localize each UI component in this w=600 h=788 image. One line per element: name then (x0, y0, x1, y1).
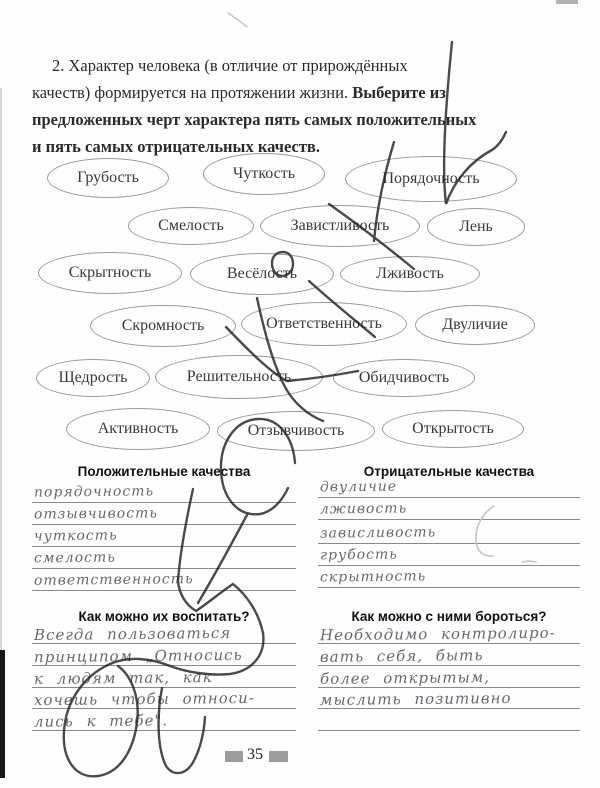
ruled-line (32, 568, 296, 569)
positive-qualities-header: Положительные качества (77, 464, 251, 479)
ruled-line (32, 502, 296, 503)
handwritten-entry: чуткость (33, 527, 118, 545)
handwritten-entry: отзывчивость (33, 505, 159, 523)
handwritten-entry: более открытым, (319, 668, 491, 688)
trait-oval-6: Лень (427, 208, 525, 246)
handwritten-entry: грубость (319, 546, 398, 564)
trait-oval-17: Отзывчивость (217, 411, 375, 451)
handwritten-entry: порядочность (33, 483, 155, 501)
scan-edge-dark-bar (0, 650, 5, 778)
trait-oval-2: Чуткость (203, 153, 325, 195)
ruled-line (318, 543, 580, 544)
trait-oval-18: Открытость (382, 410, 524, 448)
cultivate-question-header: Как можно их воспитать? (78, 609, 250, 624)
footer-ornament-left (225, 751, 243, 762)
trait-oval-10: Скромность (90, 305, 236, 347)
trait-oval-11: Ответственность (241, 302, 407, 346)
ruled-line (32, 546, 296, 547)
handwritten-entry: лживость (319, 500, 408, 518)
handwritten-entry: вать себя, быть (319, 646, 484, 666)
task-line-3: предложенных черт характера пять самых положительных (32, 110, 477, 129)
trait-oval-1: Грубость (47, 158, 169, 198)
ruled-line (318, 587, 580, 588)
trait-oval-3: Порядочность (345, 156, 517, 202)
handwritten-entry: к людям так, как (33, 668, 213, 688)
page-number: 35 (247, 746, 263, 763)
task-line-2: качеств) формируется на протяжении жизни. Выберите из (32, 83, 446, 102)
handwritten-entry: двуличие (319, 478, 398, 496)
task-paragraph (32, 52, 570, 160)
faint-pencil-arc (476, 506, 494, 556)
ruled-line (32, 590, 296, 591)
trait-oval-14: Решительность (155, 355, 323, 399)
trait-oval-15: Обидчивость (333, 359, 475, 397)
ruled-line (318, 519, 580, 520)
trait-oval-9: Лживость (340, 256, 480, 292)
trait-oval-7: Скрытность (38, 252, 182, 294)
faint-pencil-dash (522, 561, 536, 562)
handwritten-entry: зависливость (319, 524, 437, 542)
handwritten-entry: Всегда пользоваться (33, 623, 232, 645)
scan-edge-faint-line (0, 88, 2, 650)
trait-oval-13: Щедрость (36, 359, 150, 397)
combat-question-header: Как можно с ними бороться? (351, 609, 547, 624)
handwritten-entry: ответственность (33, 571, 194, 589)
handwritten-entry: мыслить позитивно (319, 688, 512, 710)
handwritten-entry: принципом „Относись (33, 645, 243, 667)
trait-oval-8: Весёлость (190, 253, 334, 295)
handwritten-entry: лись к тебе". (33, 711, 169, 731)
trait-oval-16: Активность (66, 408, 210, 450)
trait-oval-12: Двуличие (415, 305, 535, 345)
trait-oval-5: Завистливость (260, 205, 420, 247)
footer-ornament-right (269, 751, 288, 762)
task-line-1: 2. Характер человека (в отличие от прирождённых (52, 56, 408, 75)
trait-oval-4: Смелость (128, 207, 254, 245)
task-line-4: и пять самых отрицательных качеств. (32, 137, 320, 156)
ruled-line (318, 497, 580, 498)
handwritten-entry: Необходимо контролиро- (319, 623, 556, 645)
ruled-line (318, 730, 580, 731)
negative-qualities-header: Отрицательные качества (363, 464, 535, 479)
handwritten-entry: хочешь чтобы относи- (33, 688, 255, 710)
faint-top-smudge (228, 13, 247, 27)
ruled-line (32, 524, 296, 525)
handwritten-entry: скрытность (319, 568, 427, 586)
scan-corner-mark (556, 0, 578, 4)
ruled-line (318, 565, 580, 566)
handwritten-entry: смелость (33, 549, 116, 567)
